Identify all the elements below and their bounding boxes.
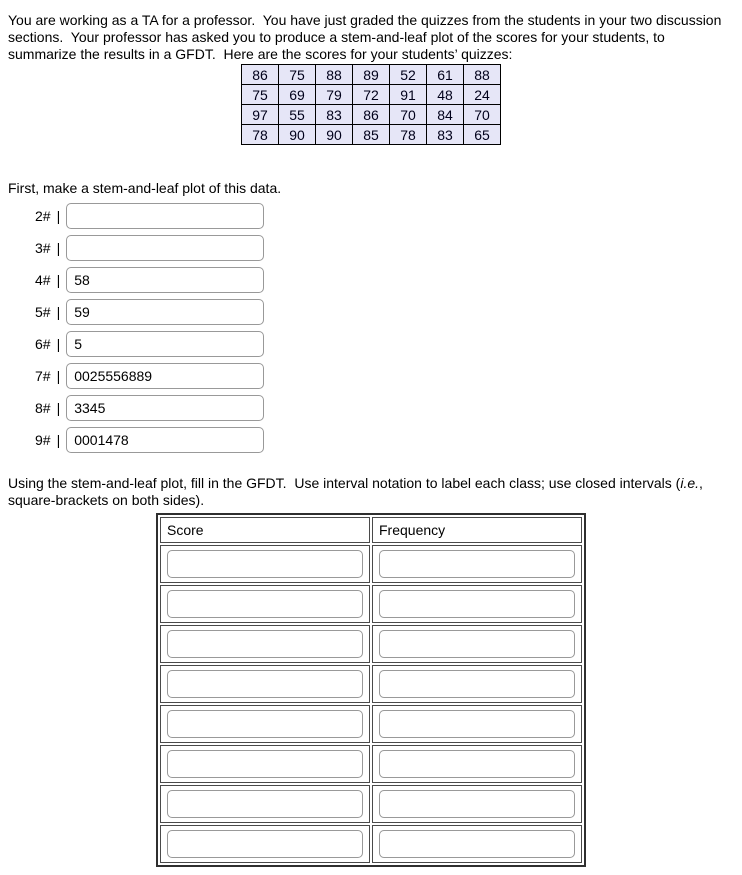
leaf-input-9[interactable] (66, 427, 264, 453)
score-input-7[interactable] (167, 790, 363, 818)
score-cell: 75 (279, 65, 316, 85)
score-cell: 61 (427, 65, 464, 85)
score-cell: 79 (316, 85, 353, 105)
stem-label: 9# (35, 432, 51, 448)
score-cell: 52 (390, 65, 427, 85)
stem-leaf-instruction: First, make a stem-and-leaf plot of this data. (8, 180, 282, 196)
stem-leaf-plot (8, 200, 734, 456)
stem-separator: | (56, 400, 61, 416)
score-cell: 72 (353, 85, 390, 105)
frequency-input-5[interactable] (379, 710, 575, 738)
frequency-input-8[interactable] (379, 830, 575, 858)
score-cell: 78 (242, 125, 279, 145)
stem-row-3 (35, 232, 734, 264)
score-cell: 78 (390, 125, 427, 145)
stem-separator: | (56, 304, 61, 320)
gfdt-row (160, 705, 582, 743)
score-input-1[interactable] (167, 550, 363, 578)
stem-separator: | (56, 272, 61, 288)
gfdt-row (160, 785, 582, 823)
frequency-column-header: Frequency (372, 517, 582, 543)
table-row (242, 105, 501, 125)
score-cell: 48 (427, 85, 464, 105)
leaf-input-4[interactable] (66, 267, 264, 293)
frequency-input-3[interactable] (379, 630, 575, 658)
stem-separator: | (56, 336, 61, 352)
stem-row-2 (35, 200, 734, 232)
score-input-6[interactable] (167, 750, 363, 778)
table-row (242, 125, 501, 145)
stem-label: 2# (35, 208, 51, 224)
gfdt-row (160, 665, 582, 703)
leaf-input-8[interactable] (66, 395, 264, 421)
leaf-input-3[interactable] (66, 235, 264, 261)
stem-label: 8# (35, 400, 51, 416)
score-cell: 90 (316, 125, 353, 145)
gfdt-instruction-text: , square-brackets on both sides). (8, 475, 707, 508)
stem-separator: | (56, 432, 61, 448)
stem-row-4 (35, 264, 734, 296)
stem-row-6 (35, 328, 734, 360)
table-row (242, 65, 501, 85)
frequency-input-6[interactable] (379, 750, 575, 778)
score-cell: 65 (464, 125, 501, 145)
score-input-3[interactable] (167, 630, 363, 658)
score-input-5[interactable] (167, 710, 363, 738)
score-cell: 75 (242, 85, 279, 105)
stem-label: 6# (35, 336, 51, 352)
frequency-input-2[interactable] (379, 590, 575, 618)
gfdt-row (160, 545, 582, 583)
score-cell: 97 (242, 105, 279, 125)
score-cell: 55 (279, 105, 316, 125)
gfdt-row (160, 585, 582, 623)
score-cell: 70 (464, 105, 501, 125)
score-cell: 70 (390, 105, 427, 125)
gfdt-row (160, 625, 582, 663)
table-row (242, 85, 501, 105)
score-cell: 24 (464, 85, 501, 105)
stem-row-9 (35, 424, 734, 456)
score-cell: 86 (353, 105, 390, 125)
stem-row-7 (35, 360, 734, 392)
gfdt-instruction-italic: i.e. (680, 475, 700, 491)
score-cell: 85 (353, 125, 390, 145)
stem-label: 7# (35, 368, 51, 384)
stem-row-5 (35, 296, 734, 328)
gfdt-table (156, 513, 586, 867)
intro-paragraph: You are working as a TA for a professor. You have just graded the quizzes from the students in your two discussion sections. Your professor has asked you to produce a stem-and-leaf plot of the scores for your students, to summarize the results in a GFDT. Here are the scores for your students’ quizzes: (8, 12, 726, 62)
gfdt-instruction-text: Using the stem-and-leaf plot, fill in the GFDT. Use interval notation to label each class; use closed intervals ( (8, 475, 681, 491)
stem-separator: | (56, 240, 61, 256)
score-input-8[interactable] (167, 830, 363, 858)
score-cell: 69 (279, 85, 316, 105)
score-cell: 84 (427, 105, 464, 125)
stem-separator: | (56, 368, 61, 384)
stem-label: 4# (35, 272, 51, 288)
gfdt-header-row (160, 517, 582, 543)
frequency-input-7[interactable] (379, 790, 575, 818)
stem-label: 3# (35, 240, 51, 256)
score-cell: 83 (427, 125, 464, 145)
leaf-input-7[interactable] (66, 363, 264, 389)
score-cell: 91 (390, 85, 427, 105)
score-column-header: Score (160, 517, 370, 543)
leaf-input-5[interactable] (66, 299, 264, 325)
gfdt-instruction (8, 475, 734, 509)
gfdt-row (160, 825, 582, 863)
leaf-input-6[interactable] (66, 331, 264, 357)
score-cell: 89 (353, 65, 390, 85)
stem-separator: | (56, 208, 61, 224)
score-input-2[interactable] (167, 590, 363, 618)
score-cell: 86 (242, 65, 279, 85)
score-cell: 90 (279, 125, 316, 145)
quiz-scores-table (241, 64, 501, 145)
score-cell: 83 (316, 105, 353, 125)
leaf-input-2[interactable] (66, 203, 264, 229)
score-cell: 88 (316, 65, 353, 85)
frequency-input-4[interactable] (379, 670, 575, 698)
score-input-4[interactable] (167, 670, 363, 698)
gfdt-row (160, 745, 582, 783)
stem-row-8 (35, 392, 734, 424)
stem-label: 5# (35, 304, 51, 320)
score-cell: 88 (464, 65, 501, 85)
frequency-input-1[interactable] (379, 550, 575, 578)
